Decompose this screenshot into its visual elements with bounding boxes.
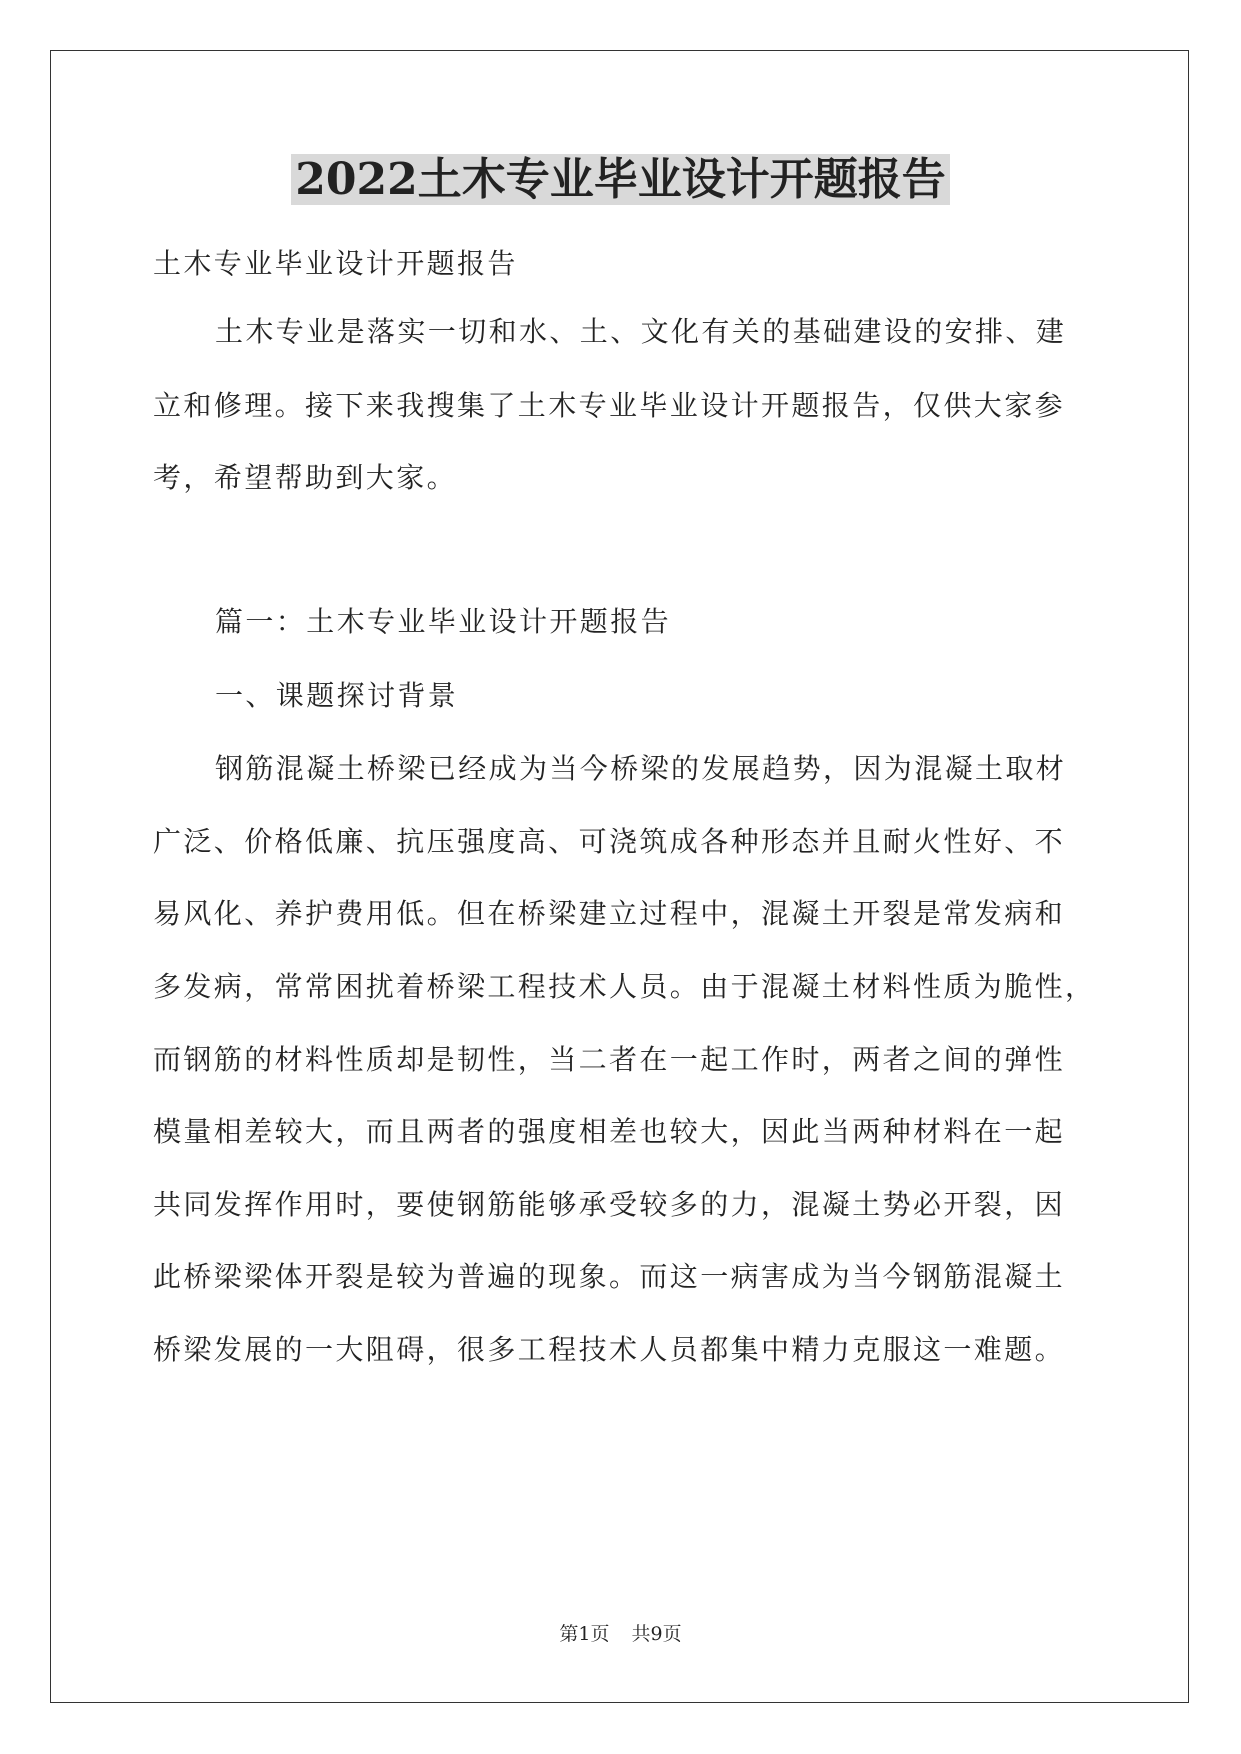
document-title-text: 2022土木专业毕业设计开题报告 xyxy=(291,154,949,205)
body-line: 此桥梁梁体开裂是较为普遍的现象。而这一病害成为当今钢筋混凝土 xyxy=(153,1260,1066,1293)
body-line: 易风化、养护费用低。但在桥梁建立过程中，混凝土开裂是常发病和 xyxy=(153,897,1066,930)
intro-line: 考，希望帮助到大家。 xyxy=(153,461,458,494)
current-page-number: 第1页 xyxy=(559,1623,610,1645)
page-border xyxy=(50,50,1189,1703)
body-line: 多发病，常常困扰着桥梁工程技术人员。由于混凝土材料性质为脆性， xyxy=(153,970,1096,1003)
body-line: 钢筋混凝土桥梁已经成为当今桥梁的发展趋势，因为混凝土取材 xyxy=(215,752,1067,785)
body-line: 桥梁发展的一大阻碍，很多工程技术人员都集中精力克服这一难题。 xyxy=(153,1333,1066,1366)
body-line: 广泛、价格低廉、抗压强度高、可浇筑成各种形态并且耐火性好、不 xyxy=(153,825,1066,858)
body-line: 模量相差较大，而且两者的强度相差也较大，因此当两种材料在一起 xyxy=(153,1115,1066,1148)
subsection-heading: 一、课题探讨背景 xyxy=(215,679,459,712)
subtitle: 土木专业毕业设计开题报告 xyxy=(153,247,518,280)
total-pages: 共9页 xyxy=(631,1623,682,1645)
intro-line: 立和修理。接下来我搜集了土木专业毕业设计开题报告，仅供大家参 xyxy=(153,389,1066,422)
body-line: 而钢筋的材料性质却是韧性，当二者在一起工作时，两者之间的弹性 xyxy=(153,1043,1066,1076)
page-footer xyxy=(0,1622,1241,1646)
body-line: 共同发挥作用时，要使钢筋能够承受较多的力，混凝土势必开裂，因 xyxy=(153,1188,1066,1221)
intro-line: 土木专业是落实一切和水、土、文化有关的基础建设的安排、建 xyxy=(215,315,1067,348)
document-title xyxy=(0,152,1241,208)
section-heading: 篇一：土木专业毕业设计开题报告 xyxy=(215,605,672,638)
